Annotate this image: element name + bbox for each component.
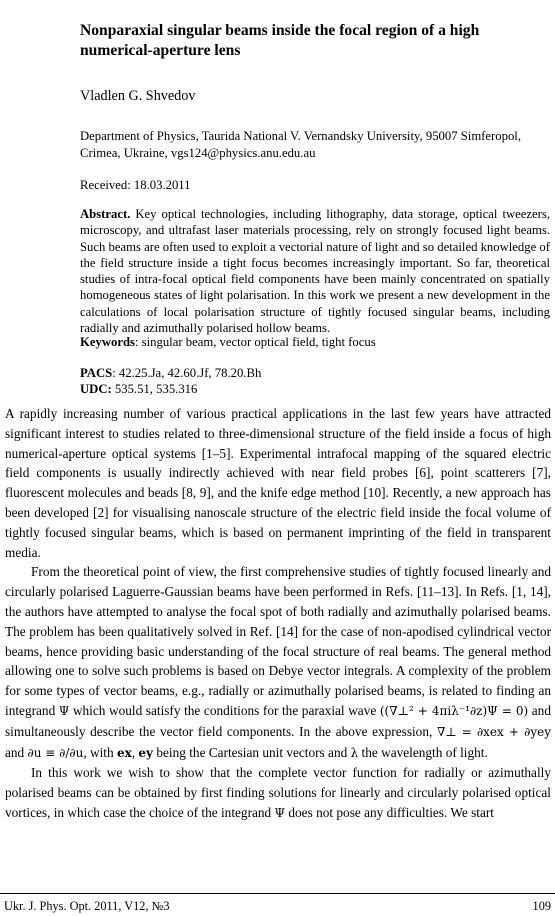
pacs-text: : 42.25.Ja, 42.60.Jf, 78.20.Bh [112,366,262,380]
udc-label: UDC: [80,382,112,396]
body-text-span: From the theoretical point of view, the first comprehensive studies of tightly focused linearly and circularly polarised Laguerre-Gaussian beams have been performed in Refs. [11–13]. In Refs. [1, 14], the authors have attempted to analyse the focal spot of both radially and azimuthally polarised beams. The problem has been qualitatively solved in Ref. [14] for the case of non-apodised cylindrical vector beams, hence providing basic understanding of the focal structure of real beams. The general method allowing one to solve such problems is based on Debye vector integrals. A complexity of the problem for some types of vector beams, e.g., radially or azimuthally polarised beams, is related to finding an integrand [5,564,551,718]
body-text-span: being the Cartesian unit vectors and [153,744,351,760]
udc-codes [80,381,197,397]
abstract [80,206,550,336]
body-text-span: In this work we wish to show that the complete vector function for radially or azimuthally polarised beams can be obtained by first finding solutions for linearly and circularly polarised optical vortices, in which case the choice of the integrand [5,765,551,820]
author-name: Vladlen G. Shvedov [80,88,196,104]
pacs-label: PACS [80,366,113,380]
body-text-span: and [5,744,28,760]
abstract-label: Abstract. [80,207,131,221]
body-text-span: does not pose any difficulties. We start [285,804,494,820]
unit-vector-ex: ex [116,745,132,760]
article-body [5,404,551,824]
body-text-span: , with [83,744,117,760]
psi-symbol: Ψ [58,703,70,718]
nabla-equation: ∇⊥ = ∂xex + ∂yey [436,724,551,739]
author-affiliation: Department of Physics, Taurida National V. Vernandsky University, 95007 Simferopol, Crimea, Ukraine, vgs124@physics.anu.edu.au [80,129,521,160]
journal-citation: Ukr. J. Phys. Opt. 2011, V12, №3 [4,899,170,913]
keywords-label: Keywords [80,335,135,349]
abstract-text: Key optical technologies, including lithography, data storage, optical tweezers, microscopy, and ultrafast laser materials processing, rely on strongly focused light beams. Such beams are often used to exploit a vectorial nature of light and so detailed knowledge of the field structure inside a tight focus becomes increasingly important. So far, theoretical studies of intra-focal optical field components have been mainly concentrated on spatially homogeneous states of light polarisation. In this work we present a new development in the calculations of local polarisation structure of tightly focused singular beams, including radially and azimuthally polarised hollow beams. [80,207,550,336]
footer-rule [0,893,555,894]
body-paragraph: A rapidly increasing number of various practical applications in the last few years have attracted significant interest to studies related to three-dimensional structure of the field inside a focus of high numerical-aperture optical systems [1–5]. Experimental intrafocal mapping of the squared electric field components is usually indirectly achieved with near field probes [6], point scatterers [7], fluorescent molecules and beads [8, 9], and the knife edge method [10]. Recently, a new approach has been developed [2] for visualising nanoscale structure of the electric field inside the focal volume of tightly focused singular beams, which is based on permanent imprinting of the field in transparent media. [5,406,551,560]
pacs-codes [80,365,261,381]
body-text-span: the wavelength of light. [358,744,488,760]
keywords-text: : singular beam, vector optical field, tight focus [134,335,376,349]
paraxial-equation: ((∇⊥² + 4πiλ⁻¹∂z)Ψ = 0) [379,703,529,718]
udc-text: 535.51, 535.316 [111,382,198,396]
body-text-span: which would satisfy the conditions for the paraxial wave [69,702,380,718]
lambda-symbol: λ [350,745,359,760]
body-text-span: , [131,744,139,760]
page-number: 109 [532,899,551,913]
body-text-span: and simultaneously describe the vector field components. In the above expression, [5,702,551,739]
partial-derivative-equation: ∂u ≡ ∂/∂u [27,745,84,760]
unit-vector-ey: ey [138,745,154,760]
keywords [80,334,376,350]
body-paragraph [5,763,551,823]
received-date: Received: 18.03.2011 [80,178,191,192]
article-title: Nonparaxial singular beams inside the focal region of a high numerical-aperture lens [80,22,480,59]
psi-symbol: Ψ [274,805,286,820]
body-paragraph [5,562,551,763]
